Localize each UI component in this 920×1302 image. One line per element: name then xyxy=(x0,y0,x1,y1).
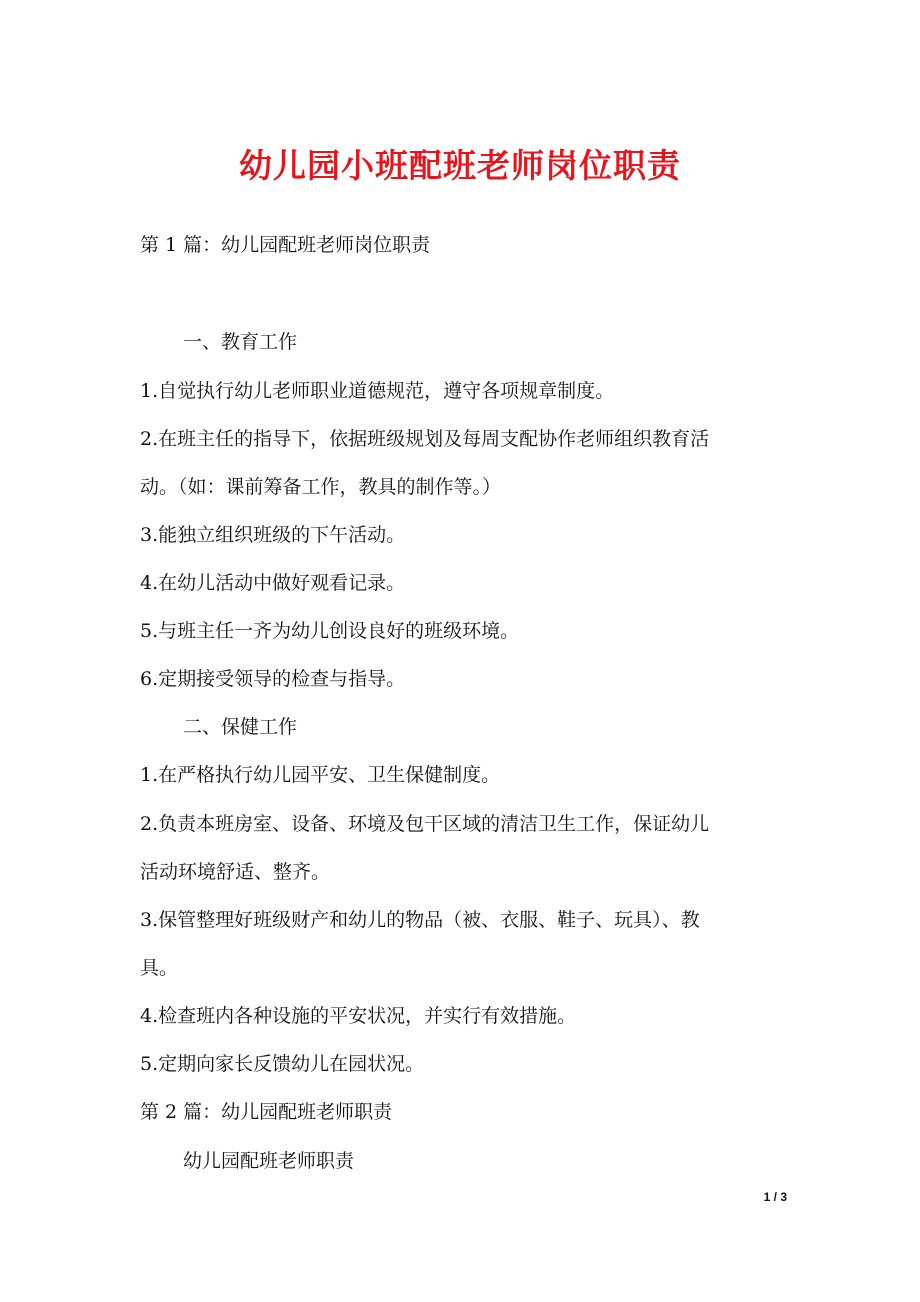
education-item-1: 1.自觉执行幼儿老师职业道德规范，遵守各项规章制度。 xyxy=(140,380,615,402)
health-item-2-line-2: 活动环境舒适、整齐。 xyxy=(140,861,331,883)
health-item-1: 1.在严格执行幼儿园平安、卫生保健制度。 xyxy=(140,764,501,786)
document-title: 幼儿园小班配班老师岗位职责 xyxy=(239,146,681,185)
education-item-2-line-1: 2.在班主任的指导下，依据班级规划及每周支配协作老师组织教育活 xyxy=(140,428,710,450)
health-item-5: 5.定期向家长反馈幼儿在园状况。 xyxy=(140,1053,425,1075)
education-item-2-line-2: 动。（如：课前筹备工作，教具的制作等。） xyxy=(140,476,502,498)
health-item-2-line-1: 2.负责本班房室、设备、环境及包干区域的清洁卫生工作，保证幼儿 xyxy=(140,813,710,835)
section-heading-health: 二、保健工作 xyxy=(183,716,298,738)
education-item-5: 5.与班主任一齐为幼儿创设良好的班级环境。 xyxy=(140,620,520,642)
chapter-2-subtitle: 幼儿园配班老师职责 xyxy=(183,1150,355,1172)
health-item-4: 4.检查班内各种设施的平安状况，并实行有效措施。 xyxy=(140,1005,577,1027)
education-item-3: 3.能独立组织班级的下午活动。 xyxy=(140,524,406,546)
chapter-heading-1: 第 1 篇：幼儿园配班老师岗位职责 xyxy=(140,234,431,256)
page-number: 1 / 3 xyxy=(763,1190,787,1204)
chapter-heading-2: 第 2 篇：幼儿园配班老师职责 xyxy=(140,1101,393,1123)
section-heading-education: 一、教育工作 xyxy=(183,331,298,353)
health-item-3-line-2: 具。 xyxy=(140,957,179,979)
education-item-4: 4.在幼儿活动中做好观看记录。 xyxy=(140,572,406,594)
health-item-3-line-1: 3.保管整理好班级财产和幼儿的物品（被、衣服、鞋子、玩具）、教 xyxy=(140,909,700,931)
education-item-6: 6.定期接受领导的检查与指导。 xyxy=(140,668,406,690)
